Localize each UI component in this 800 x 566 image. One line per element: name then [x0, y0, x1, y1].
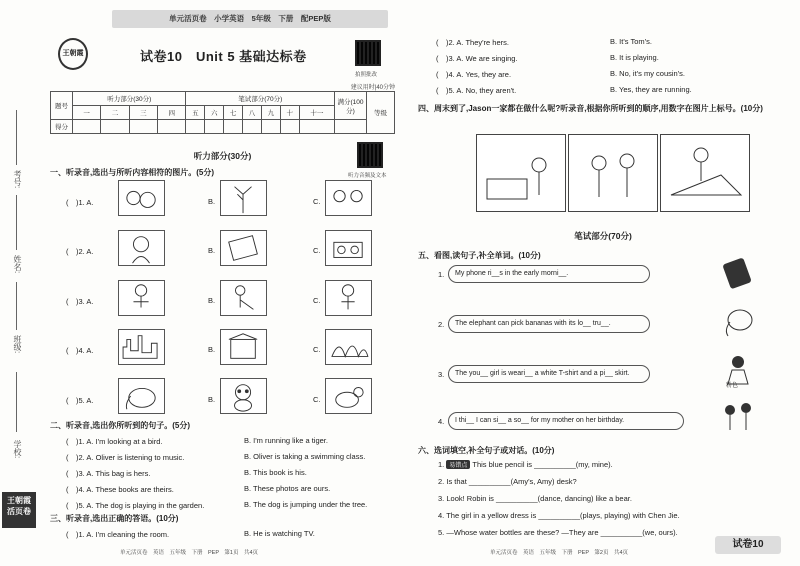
s3-q3-b[interactable]: B. It is playing. — [610, 53, 659, 62]
col-3: 三 — [129, 106, 157, 120]
score-cell[interactable] — [205, 120, 224, 134]
col-7: 七 — [224, 106, 243, 120]
id-label: 考号: — [13, 170, 22, 189]
s2-q4-a[interactable]: ( )4. A. These books are theirs. — [66, 485, 174, 494]
written-section-heading: 笔试部分(70分) — [574, 231, 632, 241]
s5-q2-sentence[interactable]: The elephant can pick bananas with its lo__ tru__. — [448, 315, 650, 333]
section4-title: 四、周末到了,Jason一家都在做什么呢?听录音,根据你所听到的顺序,用数字在图片上标号。(10分) — [418, 104, 763, 113]
s6-q4[interactable]: 4. The girl in a yellow dress is __________(plays, playing) with Chen Jie. — [438, 511, 680, 520]
listen-part-header: 听力部分(30分) — [73, 92, 186, 106]
s2-q5-b[interactable]: B. The dog is jumping under the tree. — [244, 500, 368, 509]
s3-q1-a[interactable]: ( )1. A. I'm cleaning the room. — [66, 530, 170, 539]
score-cell[interactable] — [280, 120, 299, 134]
s3-q5-a[interactable]: ( )5. A. No, they aren't. — [436, 86, 517, 95]
section5-title: 五、看图,读句子,补全单词。(10分) — [418, 251, 541, 260]
s3-q3-a[interactable]: ( )3. A. We are singing. — [436, 54, 518, 63]
score-cell[interactable] — [129, 120, 157, 134]
written-part-header: 笔试部分(70分) — [186, 92, 335, 106]
s1-q3-c-image[interactable] — [325, 280, 372, 316]
s1-q2-a-image[interactable] — [118, 230, 165, 266]
col-8: 八 — [243, 106, 262, 120]
id-line — [16, 110, 17, 165]
s3-q4-a[interactable]: ( )4. A. Yes, they are. — [436, 70, 512, 79]
s2-q3-a[interactable]: ( )3. A. This bag is hers. — [66, 469, 151, 478]
s1-q4-c-label: C. — [313, 345, 321, 354]
score-header-no: 题号 — [51, 92, 73, 120]
s5-q3-sentence[interactable]: The you__ girl is weari__ a white T-shirt and a pi__ skirt. — [448, 365, 650, 383]
left-page — [50, 34, 395, 554]
scene-3-image[interactable] — [660, 134, 750, 212]
s2-q2-b[interactable]: B. Oliver is taking a swimming class. — [244, 452, 366, 461]
s1-q3-c-label: C. — [313, 296, 321, 305]
s5-q4-sentence[interactable]: I thi__ I can si__ a so__ for my mother on her birthday. — [448, 412, 684, 430]
s1-q2-b-label: B. — [208, 246, 216, 255]
section3-title: 三、听录音,选出正确的答语。(10分) — [50, 514, 179, 523]
audio-qr-caption: 听力音频及文本 — [348, 173, 387, 179]
col-6: 六 — [205, 106, 224, 120]
scene-2-image[interactable] — [568, 134, 658, 212]
s1-q4[interactable]: ( )4. A. — [66, 346, 94, 355]
name-line — [16, 195, 17, 250]
score-cell[interactable] — [261, 120, 280, 134]
s6-q3[interactable]: 3. Look! Robin is __________(dance, dancing) like a bear. — [438, 494, 632, 503]
s1-q5-c-image[interactable] — [325, 378, 372, 414]
s2-q2-a[interactable]: ( )2. A. Oliver is listening to music. — [66, 453, 185, 462]
s1-q5[interactable]: ( )5. A. — [66, 396, 94, 405]
s2-q1-b[interactable]: B. I'm running like a tiger. — [244, 436, 328, 445]
s1-q1-c-image[interactable] — [325, 180, 372, 216]
class-line — [16, 282, 17, 330]
name-label: 姓名: — [13, 255, 22, 274]
s1-q2[interactable]: ( )2. A. — [66, 247, 94, 256]
grade-header: 等级 — [367, 92, 395, 134]
col-4: 四 — [158, 106, 186, 120]
s1-q5-a-image[interactable] — [118, 378, 165, 414]
s2-q5-a[interactable]: ( )5. A. The dog is playing in the garden. — [66, 501, 205, 510]
mistake-badge: 易错点 — [446, 460, 470, 469]
s1-q2-c-image[interactable] — [325, 230, 372, 266]
s1-q1-a-image[interactable] — [118, 180, 165, 216]
s3-q2-a[interactable]: ( )2. A. They're hers. — [436, 38, 509, 47]
s2-q1-a[interactable]: ( )1. A. I'm looking at a bird. — [66, 437, 163, 446]
s2-q3-b[interactable]: B. This book is his. — [244, 468, 307, 477]
s5-q3-num: 3. — [438, 370, 445, 379]
s5-q1-sentence[interactable]: My phone ri__s in the early morni__. — [448, 265, 650, 283]
s5-q2-num: 2. — [438, 320, 445, 329]
s1-q3-a-image[interactable] — [118, 280, 165, 316]
s5-q4-num: 4. — [438, 417, 445, 426]
s3-q5-b[interactable]: B. Yes, they are running. — [610, 85, 692, 94]
s1-q3-b-image[interactable] — [220, 280, 267, 316]
header-bar: 单元活页卷 小学英语 5年级 下册 配PEP版 — [112, 10, 388, 28]
s5-q1-num: 1. — [438, 270, 445, 279]
left-footer: 单元活页卷 英语 五年级 下册 PEP 第1页 共4页 — [120, 550, 259, 556]
s1-q3-b-label: B. — [208, 296, 216, 305]
s1-q4-b-label: B. — [208, 345, 216, 354]
mother-daughter-icon — [718, 400, 758, 434]
audio-qr-icon[interactable] — [357, 142, 383, 168]
s1-q4-a-image[interactable] — [118, 329, 165, 365]
test-number-tag: 试卷10 — [715, 536, 781, 554]
right-footer: 单元活页卷 英语 五年级 下册 PEP 第2页 共4页 — [490, 550, 629, 556]
score-cell[interactable] — [243, 120, 262, 134]
section1-title: 一、听录音,选出与所听内容相符的图片。(5分) — [50, 168, 214, 177]
s1-q2-c-label: C. — [313, 246, 321, 255]
col-1: 一 — [73, 106, 101, 120]
col-5: 五 — [186, 106, 205, 120]
elephant-icon — [718, 304, 758, 338]
school-label: 学校: — [13, 440, 22, 459]
s1-q1[interactable]: ( )1. A. — [66, 198, 94, 207]
score-cell[interactable] — [101, 120, 129, 134]
score-cell[interactable] — [186, 120, 205, 134]
s3-q1-b[interactable]: B. He is watching TV. — [244, 529, 315, 538]
s3-q4-b[interactable]: B. No, it's my cousin's. — [610, 69, 685, 78]
s1-q2-b-image[interactable] — [220, 230, 267, 266]
s6-q2[interactable]: 2. Is that __________(Amy's, Amy) desk? — [438, 477, 577, 486]
full-score-header: 满分(100分) — [335, 92, 367, 120]
score-cell[interactable] — [299, 120, 334, 134]
student-info-strip — [0, 110, 40, 530]
page-title: 试卷10 Unit 5 基础达标卷 — [140, 49, 307, 64]
pink-note: 粉色 — [726, 383, 739, 389]
col-9: 九 — [261, 106, 280, 120]
s1-q5-b-label: B. — [208, 395, 216, 404]
col-2: 二 — [101, 106, 129, 120]
right-page — [418, 34, 786, 554]
phone-icon — [718, 256, 758, 290]
section2-title: 二、听录音,选出你所听到的句子。(5分) — [50, 421, 190, 430]
s3-q2-b[interactable]: B. It's Tom's. — [610, 37, 652, 46]
qr-code-icon[interactable] — [355, 40, 381, 66]
s2-q4-b[interactable]: B. These photos are ours. — [244, 484, 331, 493]
scene-1-image[interactable] — [476, 134, 566, 212]
section6-title: 六、选词填空,补全句子或对话。(10分) — [418, 446, 555, 455]
brand-logo-icon: 王朝霞 — [58, 38, 88, 70]
side-logo: 王朝霞 活页卷 — [2, 492, 36, 528]
score-row-label: 得分 — [51, 120, 73, 134]
s6-q1[interactable]: 1. 易错点 This blue pencil is __________(my, mine). — [438, 460, 613, 469]
s1-q5-b-image[interactable] — [220, 378, 267, 414]
s1-q1-c-label: C. — [313, 197, 321, 206]
s6-q5[interactable]: 5. —Whose water bottles are these? —They are __________(we, ours). — [438, 528, 678, 537]
listening-section-heading: 听力部分(30分) — [193, 151, 252, 161]
s1-q1-b-image[interactable] — [220, 180, 267, 216]
score-cell[interactable] — [73, 120, 101, 134]
score-cell[interactable] — [335, 120, 367, 134]
col-10: 十 — [280, 106, 299, 120]
score-cell[interactable] — [224, 120, 243, 134]
class-label: 班级: — [13, 335, 22, 354]
score-cell[interactable] — [158, 120, 186, 134]
s1-q4-b-image[interactable] — [220, 329, 267, 365]
s1-q5-c-label: C. — [313, 395, 321, 404]
s1-q4-c-image[interactable] — [325, 329, 372, 365]
qr-caption: 拍照批改 — [355, 72, 378, 78]
school-line — [16, 372, 17, 432]
s1-q3[interactable]: ( )3. A. — [66, 297, 94, 306]
time-note: 建议用时|40分钟 — [350, 85, 395, 91]
col-11: 十一 — [299, 106, 334, 120]
score-table — [50, 91, 395, 134]
s1-q1-b-label: B. — [208, 197, 216, 206]
